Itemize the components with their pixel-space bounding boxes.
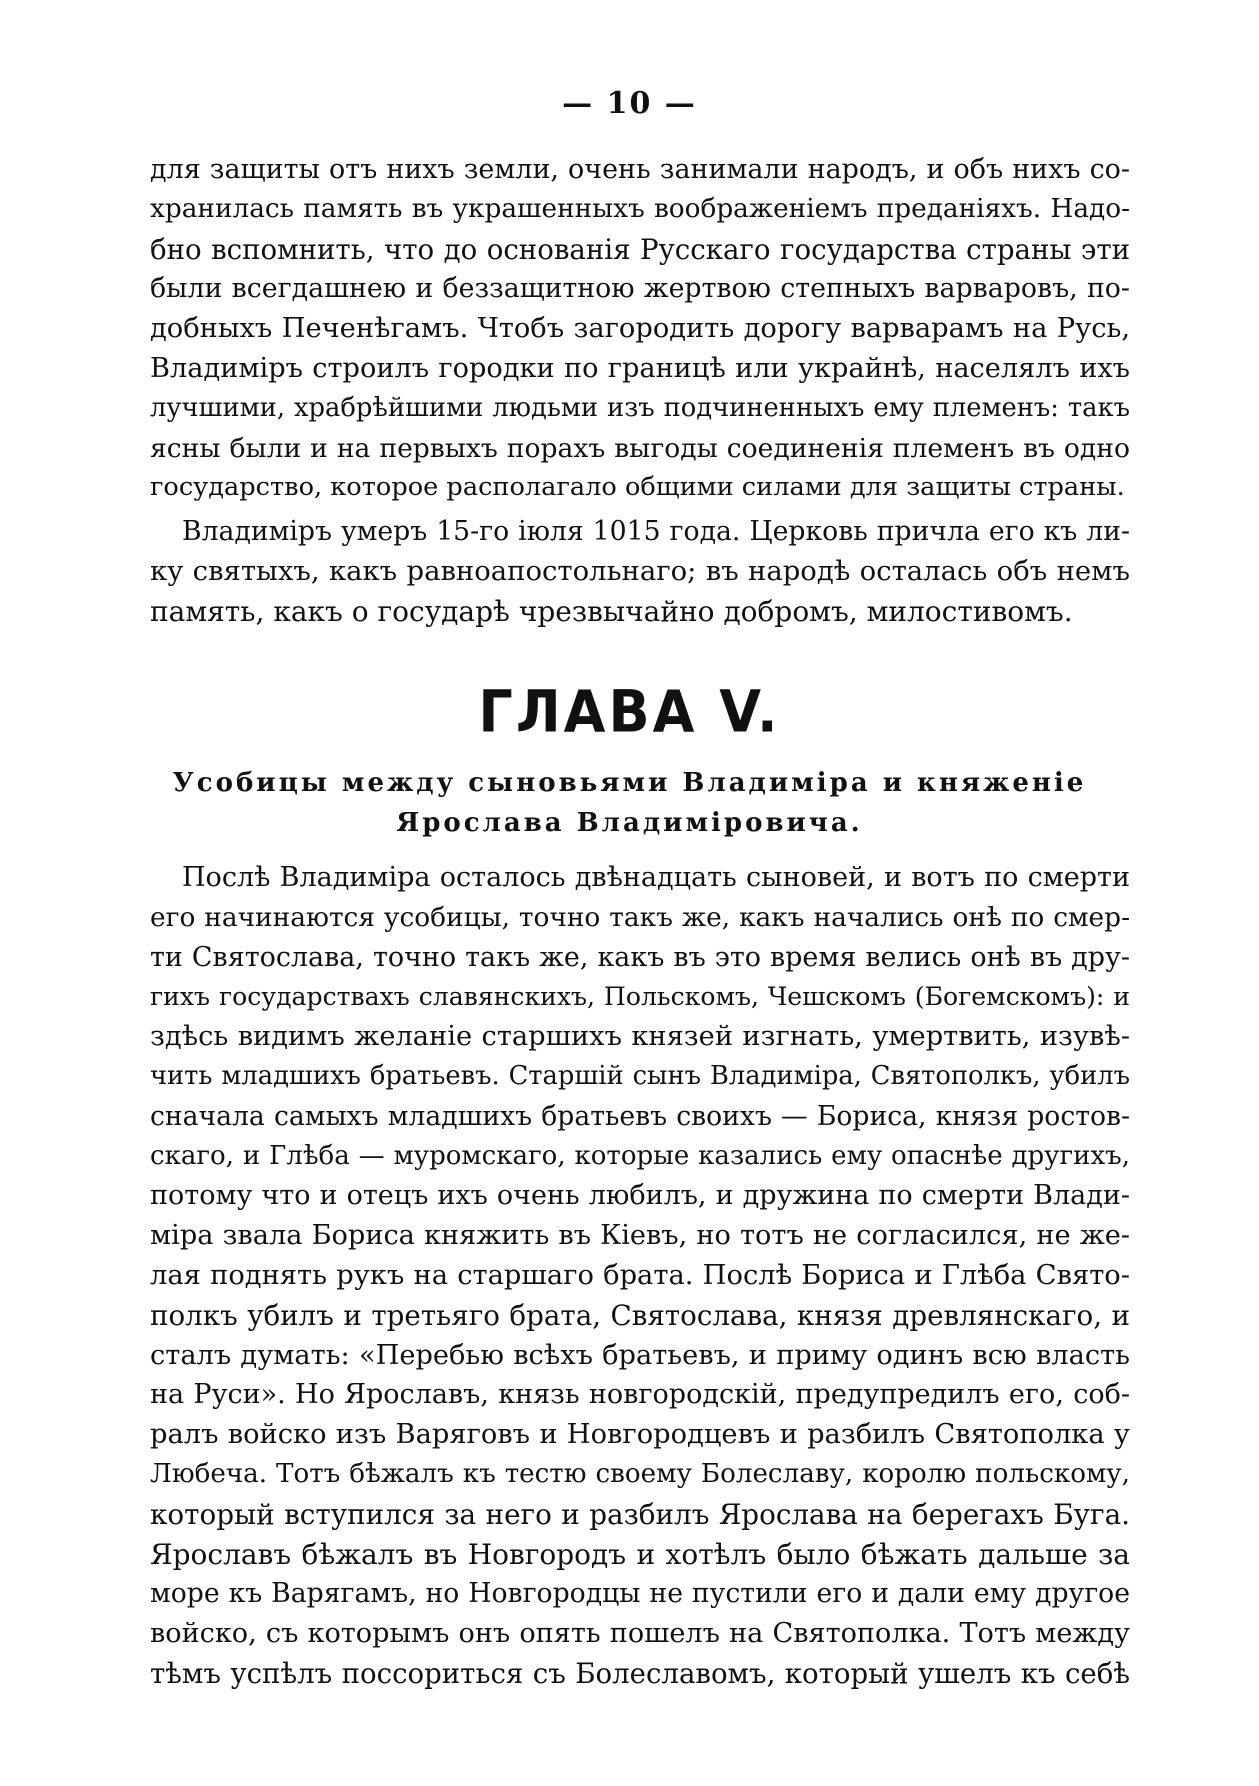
text-line: для защиты отъ нихъ земли, очень занимали народъ, и объ нихъ со- bbox=[150, 154, 1130, 185]
text-line: Любеча. Тотъ бѣжалъ къ тестю своему Болеславу, королю польскому, bbox=[150, 1458, 1130, 1489]
text-line: Послѣ Владиміра осталось двѣнадцать сыновей, и вотъ по смерти bbox=[182, 862, 1130, 893]
paragraph-chapter-body bbox=[150, 858, 1130, 1694]
text-line: хранилась память въ украшенныхъ воображеніемъ преданіяхъ. Надо- bbox=[150, 193, 1130, 224]
text-line: его начинаются усобицы, точно такъ же, какъ начались онѣ по смер- bbox=[150, 901, 1130, 933]
text-line: ку святыхъ, какъ равноапостольнаго; въ народѣ осталась объ немъ bbox=[150, 555, 1130, 587]
text-line: полкъ убилъ и третьяго брата, Святослава, князя древлянскаго, и bbox=[150, 1298, 1130, 1332]
text-line: добныхъ Печенѣгамъ. Чтобъ загородить дорогу варварамъ на Русь, bbox=[150, 313, 1130, 345]
text-line: сталъ думать: «Перебью всѣхъ братьевъ, и приму одинъ всю власть bbox=[150, 1339, 1130, 1371]
text-line: скаго, и Глѣба — муромскаго, которые казались ему опаснѣе другихъ, bbox=[150, 1140, 1130, 1171]
text-line: войско, съ которымъ онъ опять пошелъ на Святополка. Тотъ между bbox=[150, 1618, 1130, 1650]
text-line: лучшими, храбрѣйшими людьми изъ подчиненныхъ ему племенъ: такъ bbox=[150, 392, 1130, 423]
text-line: Владиміръ строилъ городки по границѣ или украйнѣ, населялъ ихъ bbox=[150, 352, 1130, 384]
text-line: міра звала Бориса княжить въ Кіевъ, но тотъ не согласился, не же- bbox=[150, 1220, 1130, 1252]
text-line: потому что и отецъ ихъ очень любилъ, и дружина по смерти Влади- bbox=[150, 1180, 1130, 1212]
text-line: чить младшихъ братьевъ. Старшій сынъ Владиміра, Святополкъ, убилъ bbox=[150, 1060, 1130, 1091]
chapter-subtitle-line-2: Ярослава Владиміровича. bbox=[396, 808, 863, 838]
paragraph-vladimir-death bbox=[150, 512, 1130, 631]
text-line: ясны были и на первыхъ порахъ выгоды соединенія племенъ въ одно bbox=[150, 432, 1130, 464]
text-line: который вступился за него и разбилъ Ярослава на берегахъ Буга. bbox=[150, 1497, 1130, 1531]
text-line: на Руси». Но Ярославъ, князь новгородскій, предупредилъ его, соб- bbox=[150, 1379, 1130, 1411]
text-line: бно вспомнить, что до основанія Русскаго государства страны эти bbox=[150, 232, 1130, 266]
text-line: сначала самыхъ младшихъ братьевъ своихъ — Бориса, князя ростов- bbox=[150, 1100, 1130, 1132]
text-line: море къ Варягамъ, но Новгородцы не пустили его и дали ему другое bbox=[150, 1578, 1130, 1610]
text-line: лая поднять рукъ на старшаго брата. Послѣ Бориса и Глѣба Свято- bbox=[150, 1259, 1130, 1291]
text-line: ти Святослава, точно такъ же, какъ въ это время велись онѣ въ дру- bbox=[150, 941, 1130, 973]
text-line: тѣмъ успѣлъ поссориться съ Болеславомъ, который ушелъ къ себѣ bbox=[150, 1656, 1130, 1690]
text-line: государство, которое располагало общими силами для защиты страны. bbox=[150, 472, 1125, 503]
text-line: Ярославъ бѣжалъ въ Новгородъ и хотѣлъ было бѣжать дальше за bbox=[150, 1537, 1130, 1571]
chapter-heading: ГЛАВА V. bbox=[478, 677, 781, 746]
text-line: здѣсь видимъ желаніе старшихъ князей изгнать, умертвить, изувѣ- bbox=[150, 1021, 1130, 1053]
text-line: ралъ войско изъ Варяговъ и Новгородцевъ и разбилъ Святополка у bbox=[150, 1419, 1130, 1451]
page-number: — 10 — bbox=[562, 86, 697, 121]
text-line: были всегдашнею и беззащитною жертвою степныхъ варваровъ, по- bbox=[150, 273, 1130, 305]
paragraph-continuation bbox=[150, 150, 1130, 508]
text-line: Владиміръ умеръ 15-го іюля 1015 года. Церковь причла его къ ли- bbox=[182, 516, 1130, 547]
text-line: память, какъ о государѣ чрезвычайно добромъ, милостивомъ. bbox=[150, 594, 1073, 628]
text-line: гихъ государствахъ славянскихъ, Польскомъ, Чешскомъ (Богемскомъ): и bbox=[150, 982, 1130, 1012]
chapter-subtitle-line-1: Усобицы между сыновьями Владиміра и княженіе bbox=[172, 768, 1087, 798]
